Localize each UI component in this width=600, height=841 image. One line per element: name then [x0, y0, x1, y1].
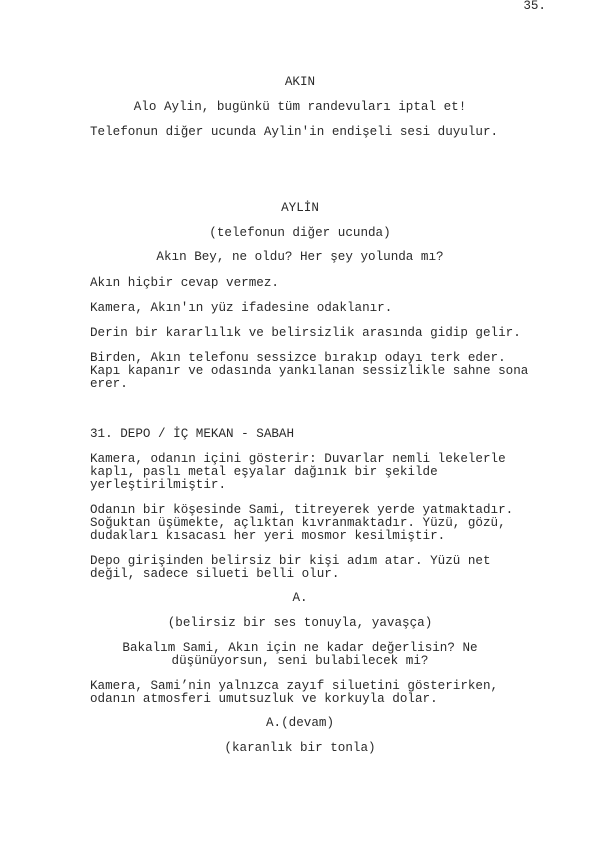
action-line: Akın hiçbir cevap vermez.: [90, 276, 279, 290]
action-line: yerleştirilmiştir.: [90, 478, 227, 492]
parenthetical: (telefonun diğer ucunda): [209, 226, 391, 240]
parenthetical: (belirsiz bir ses tonuyla, yavaşça): [167, 616, 433, 630]
character-name-a-devam: A.(devam): [265, 716, 335, 730]
action-line: Derin bir kararlılık ve belirsizlik arasında gidip gelir.: [90, 326, 521, 340]
character-name-aylin: AYLİN: [281, 201, 319, 215]
action-line: dudakları kısacası her yeri mosmor kesilmiştir.: [90, 529, 446, 543]
action-line: Birden, Akın telefonu sessizce bırakıp odayı terk eder.: [90, 351, 506, 365]
action-line: erer.: [90, 377, 128, 391]
dialogue-line: Akın Bey, ne oldu? Her şey yolunda mı?: [156, 250, 444, 264]
scene-heading: 31. DEPO / İÇ MEKAN - SABAH: [90, 427, 295, 441]
dialogue-line: düşünüyorsun, seni bulabilecek mi?: [171, 654, 429, 668]
action-line: odanın atmosferi umutsuzluk ve korkuyla dolar.: [90, 692, 438, 706]
character-name-a: A.: [292, 591, 308, 605]
dialogue-line: Bakalım Sami, Akın için ne kadar değerlisin? Ne: [122, 641, 478, 655]
action-line: kaplı, paslı metal eşyalar dağınık bir şekilde: [90, 465, 438, 479]
action-line: Kapı kapanır ve odasında yankılanan sessizlikle sahne sona: [90, 364, 529, 378]
action-line: Soğuktan üşümekte, açlıktan kıvranmaktadır. Yüzü, gözü,: [90, 516, 506, 530]
action-line: Kamera, odanın içini gösterir: Duvarlar nemli lekelerle: [90, 452, 506, 466]
character-name-akin: AKIN: [284, 75, 316, 89]
parenthetical: (karanlık bir tonla): [224, 741, 376, 755]
action-line: Depo girişinden belirsiz bir kişi adım atar. Yüzü net: [90, 554, 491, 568]
dialogue-line: Alo Aylin, bugünkü tüm randevuları iptal et!: [133, 100, 467, 114]
action-line: Odanın bir köşesinde Sami, titreyerek yerde yatmaktadır.: [90, 503, 514, 517]
action-line: Telefonun diğer ucunda Aylin'in endişeli sesi duyulur.: [90, 125, 499, 139]
page-number: 35.: [523, 0, 546, 13]
action-line: Kamera, Akın'ın yüz ifadesine odaklanır.: [90, 301, 393, 315]
action-line: değil, sadece siluetі belli olur.: [90, 567, 340, 581]
action-line: Kamera, Sami’nin yalnızca zayıf siluetini gösterirken,: [90, 679, 499, 693]
